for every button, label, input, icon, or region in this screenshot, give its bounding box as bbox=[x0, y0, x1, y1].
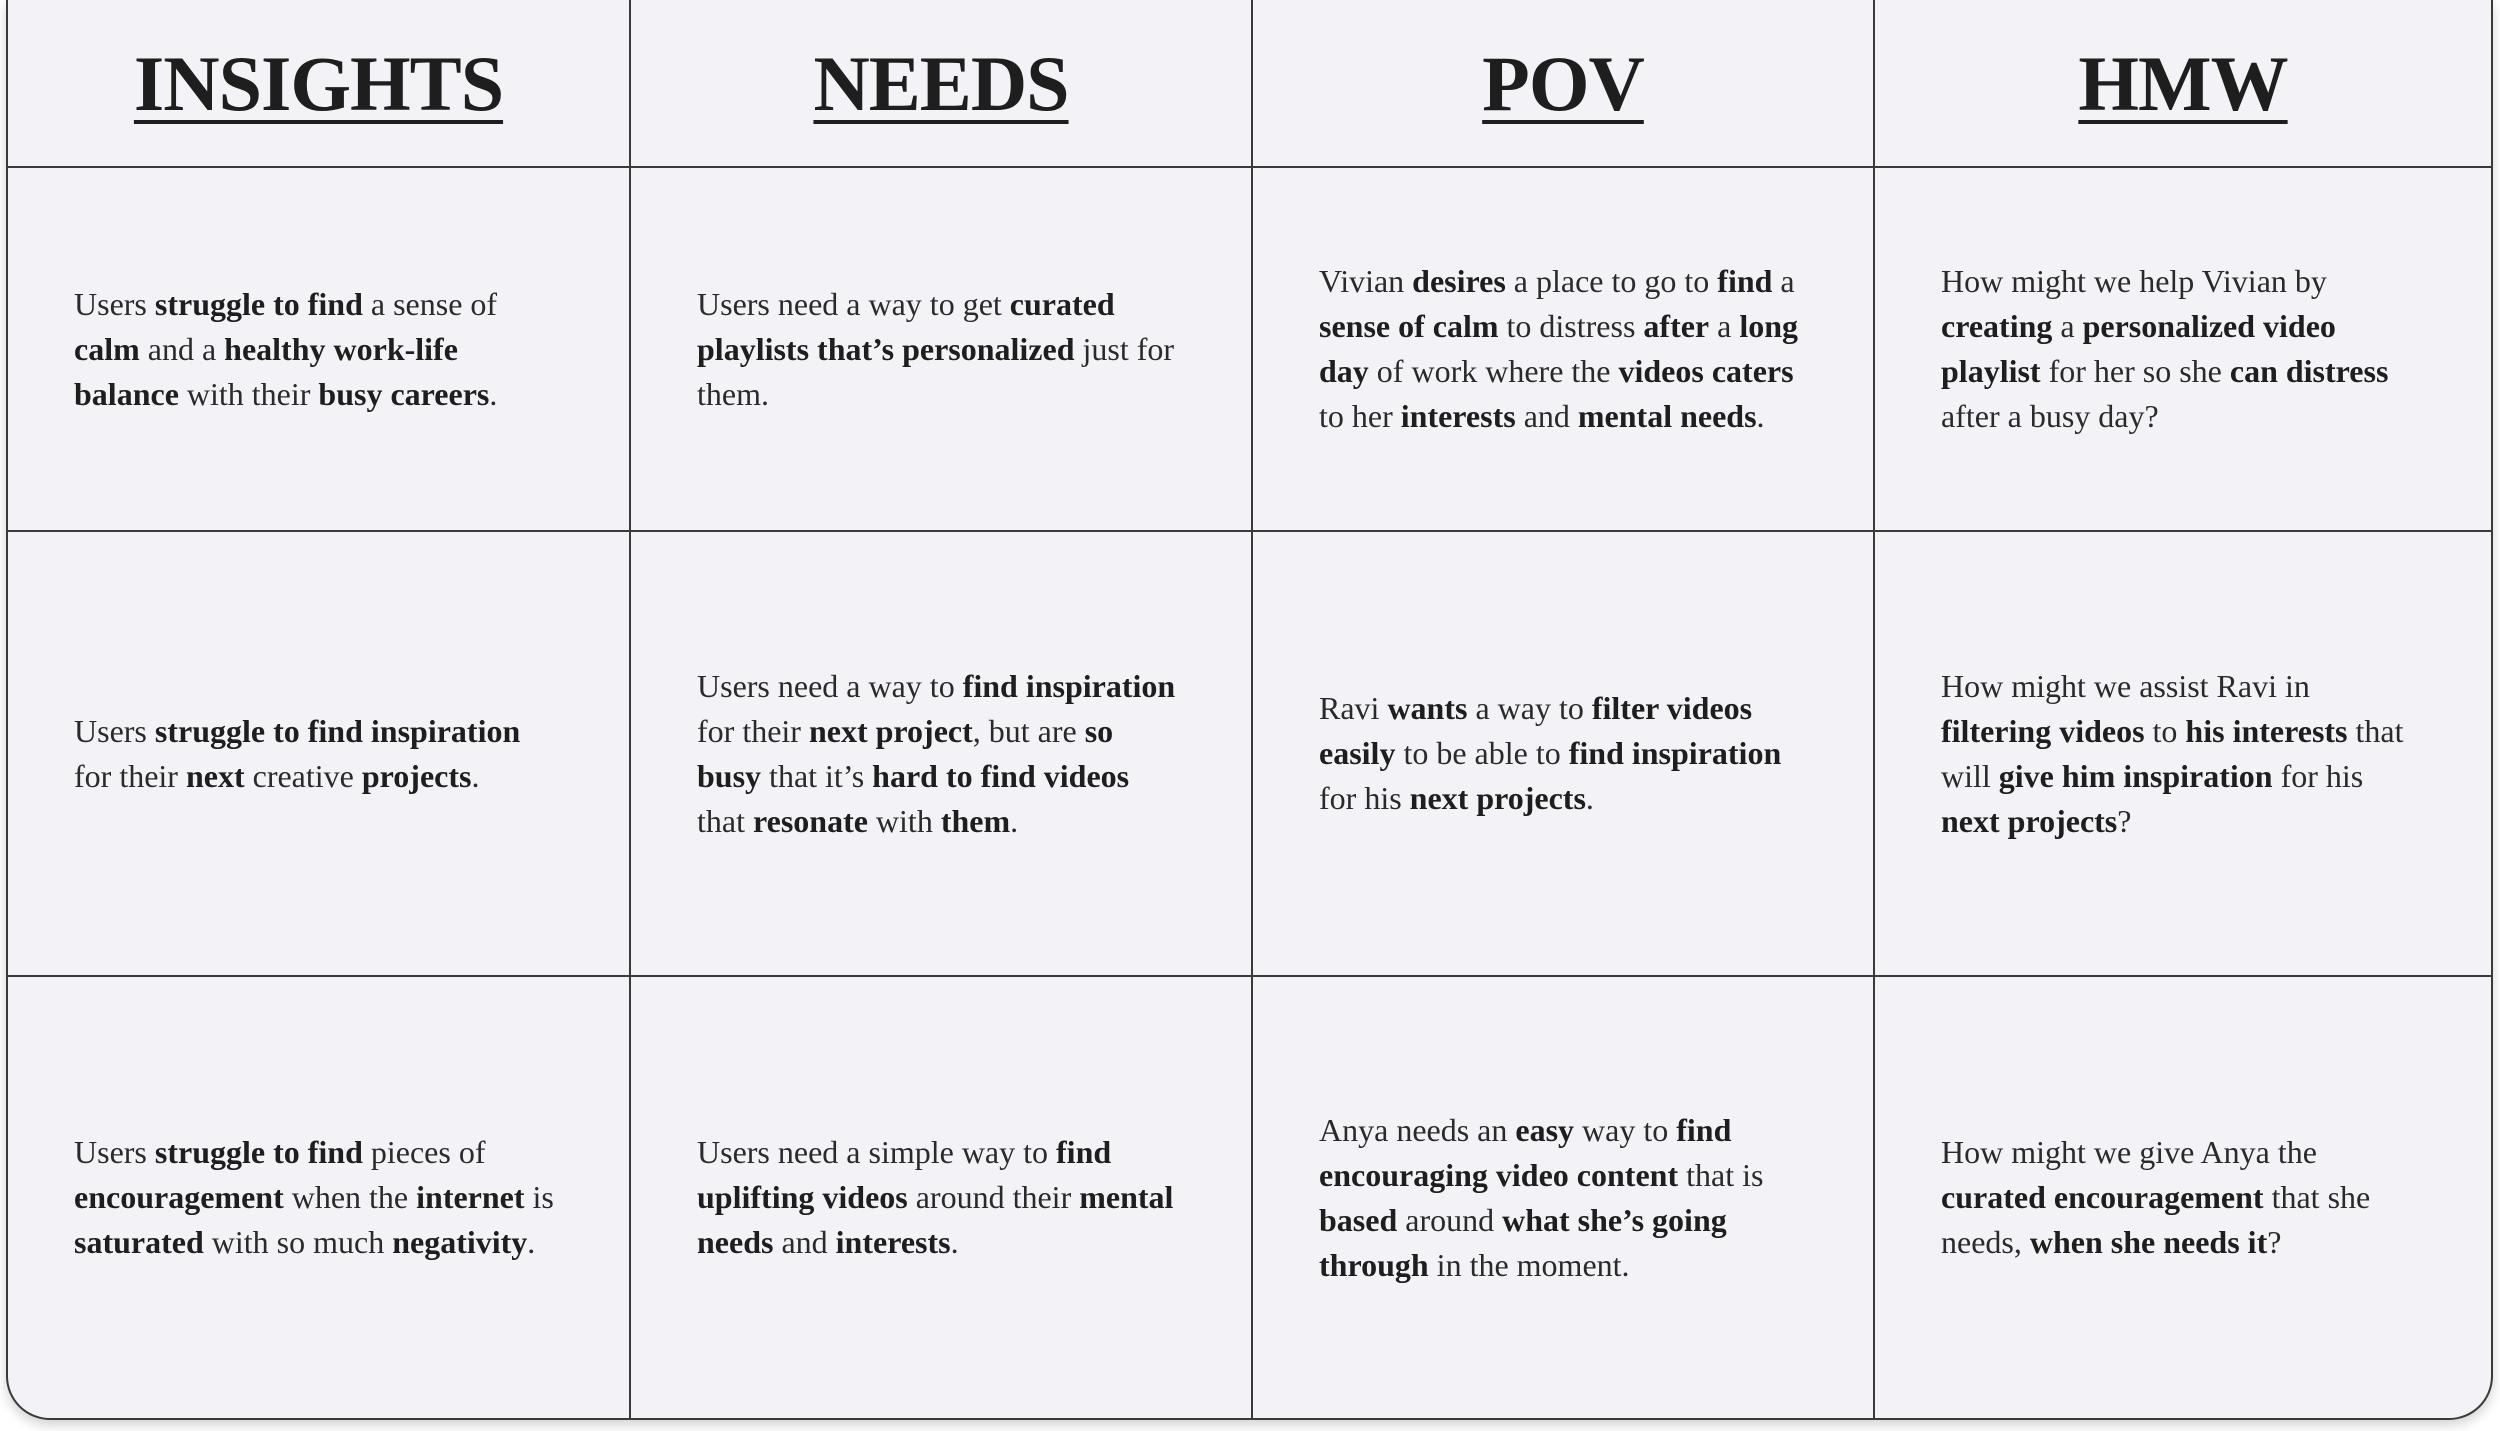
body-text: for their bbox=[74, 757, 186, 794]
body-text: Vivian bbox=[1319, 263, 1413, 299]
body-text: Users need a simple way to bbox=[697, 1134, 1057, 1170]
emphasis-text: mental needs bbox=[697, 1179, 1174, 1260]
body-text: around bbox=[1397, 1201, 1503, 1238]
header-pov: POV bbox=[1482, 39, 1644, 127]
emphasis-text: struggle to find bbox=[154, 285, 363, 322]
body-text: Ravi bbox=[1319, 690, 1388, 726]
emphasis-text: curated playlists that’s personalized bbox=[697, 285, 1115, 367]
hmw-cell bbox=[1875, 168, 2491, 532]
emphasis-text: struggle to find bbox=[154, 1134, 363, 1170]
emphasis-text: next projects bbox=[1409, 780, 1586, 816]
body-text: Users bbox=[74, 1134, 155, 1170]
body-text: with their bbox=[178, 375, 319, 412]
body-text: in the moment. bbox=[1428, 1246, 1630, 1283]
framework-grid bbox=[8, 0, 2491, 1418]
emphasis-text: next bbox=[185, 757, 245, 794]
body-text: a bbox=[1709, 308, 1740, 344]
emphasis-text: desires bbox=[1412, 263, 1506, 299]
body-text: Users bbox=[74, 285, 155, 322]
body-text: to distress bbox=[1498, 308, 1644, 344]
pov-text bbox=[1319, 686, 1807, 821]
insight-text bbox=[74, 282, 563, 417]
pov-text bbox=[1319, 259, 1807, 439]
emphasis-text: mental needs bbox=[1577, 398, 1757, 434]
body-text: . bbox=[1010, 802, 1019, 839]
need-text bbox=[697, 664, 1185, 844]
emphasis-text: can distress bbox=[2229, 353, 2389, 389]
header-hmw: HMW bbox=[2078, 39, 2288, 127]
body-text: for their bbox=[697, 712, 809, 749]
body-text: a place to go to bbox=[1505, 263, 1718, 299]
emphasis-text: easy bbox=[1515, 1111, 1575, 1148]
body-text: . bbox=[527, 1224, 536, 1260]
emphasis-text: interests bbox=[1400, 398, 1516, 434]
body-text: a sense of bbox=[362, 285, 498, 322]
body-text: for her so she bbox=[2040, 353, 2230, 389]
body-text: . bbox=[950, 1224, 959, 1260]
body-text: Anya needs an bbox=[1319, 1111, 1516, 1148]
emphasis-text: what she’s going through bbox=[1319, 1201, 1727, 1283]
body-text: after a busy day? bbox=[1941, 398, 2159, 434]
body-text: that is bbox=[1678, 1156, 1764, 1193]
insight-text bbox=[74, 1130, 563, 1265]
need-cell bbox=[631, 168, 1253, 532]
body-text: to be able to bbox=[1395, 735, 1569, 771]
body-text: How might we help Vivian by bbox=[1941, 263, 2327, 299]
body-text: is bbox=[524, 1179, 554, 1215]
emphasis-text: saturated bbox=[74, 1224, 204, 1260]
body-text: to bbox=[2144, 712, 2186, 749]
emphasis-text: based bbox=[1319, 1201, 1398, 1238]
insight-cell bbox=[8, 977, 631, 1418]
emphasis-text: hard to find videos bbox=[872, 757, 1130, 794]
emphasis-text: find inspiration bbox=[1568, 735, 1782, 771]
emphasis-text: next project bbox=[808, 712, 973, 749]
body-text: a way to bbox=[1467, 690, 1592, 726]
body-text: with so much bbox=[203, 1224, 393, 1260]
emphasis-text: videos caters bbox=[1618, 353, 1794, 389]
need-cell bbox=[631, 977, 1253, 1418]
emphasis-text: so busy bbox=[697, 712, 1114, 794]
body-text: . bbox=[1756, 398, 1765, 434]
body-text: of work where the bbox=[1368, 353, 1619, 389]
pov-cell bbox=[1253, 168, 1875, 532]
emphasis-text: them bbox=[940, 802, 1011, 839]
body-text: and a bbox=[139, 330, 225, 367]
body-text: for his bbox=[2272, 757, 2364, 794]
need-cell bbox=[631, 532, 1253, 977]
insight-text bbox=[74, 709, 563, 799]
emphasis-text: when she needs it bbox=[2029, 1224, 2268, 1260]
emphasis-text: internet bbox=[416, 1179, 525, 1215]
emphasis-text: calm bbox=[74, 330, 140, 367]
body-text: Users need a way to get bbox=[697, 285, 1010, 322]
emphasis-text: resonate bbox=[752, 802, 868, 839]
body-text: , but are bbox=[972, 712, 1085, 749]
body-text: way to bbox=[1574, 1111, 1677, 1148]
emphasis-text: his interests bbox=[2185, 712, 2348, 749]
pov-text bbox=[1319, 1108, 1807, 1288]
hmw-cell bbox=[1875, 977, 2491, 1418]
emphasis-text: negativity bbox=[392, 1224, 528, 1260]
emphasis-text: projects bbox=[361, 757, 472, 794]
need-text bbox=[697, 282, 1185, 417]
body-text: with bbox=[867, 802, 941, 839]
emphasis-text: creating bbox=[1941, 308, 2053, 344]
header-cell-insights bbox=[8, 0, 631, 168]
emphasis-text: find encouraging video content bbox=[1319, 1111, 1732, 1193]
emphasis-text: interests bbox=[835, 1224, 951, 1260]
pov-cell bbox=[1253, 977, 1875, 1418]
framework-board bbox=[6, 0, 2493, 1420]
emphasis-text: sense of calm bbox=[1319, 308, 1499, 344]
emphasis-text: long day bbox=[1319, 308, 1799, 389]
emphasis-text: busy careers bbox=[318, 375, 490, 412]
body-text: a bbox=[1772, 263, 1795, 299]
hmw-text bbox=[1941, 664, 2425, 844]
emphasis-text: curated encouragement bbox=[1941, 1179, 2264, 1215]
emphasis-text: find inspiration bbox=[962, 667, 1176, 704]
body-text: that she needs, bbox=[1941, 1179, 2371, 1260]
body-text: ? bbox=[2117, 802, 2132, 839]
header-cell-pov bbox=[1253, 0, 1875, 168]
body-text: Users bbox=[74, 712, 155, 749]
body-text: for his bbox=[1319, 780, 1410, 816]
emphasis-text: struggle to find inspiration bbox=[154, 712, 521, 749]
body-text: How might we assist Ravi in bbox=[1941, 667, 2310, 704]
header-needs: NEEDS bbox=[813, 39, 1069, 127]
body-text: . bbox=[489, 375, 498, 412]
emphasis-text: personalized video playlist bbox=[1941, 308, 2336, 389]
hmw-cell bbox=[1875, 532, 2491, 977]
emphasis-text: after bbox=[1643, 308, 1710, 344]
body-text: Users need a way to bbox=[697, 667, 963, 704]
emphasis-text: healthy work-life balance bbox=[74, 330, 458, 412]
body-text: around their bbox=[907, 1179, 1080, 1215]
emphasis-text: find bbox=[1717, 263, 1773, 299]
body-text: and bbox=[1515, 398, 1578, 434]
insight-cell bbox=[8, 532, 631, 977]
emphasis-text: filtering videos bbox=[1941, 712, 2145, 749]
insight-cell bbox=[8, 168, 631, 532]
emphasis-text: wants bbox=[1387, 690, 1468, 726]
body-text: that bbox=[697, 802, 753, 839]
body-text: creative bbox=[244, 757, 362, 794]
emphasis-text: filter videos easily bbox=[1319, 690, 1753, 771]
header-cell-hmw bbox=[1875, 0, 2491, 168]
emphasis-text: encouragement bbox=[74, 1179, 284, 1215]
body-text: . bbox=[471, 757, 480, 794]
body-text: and bbox=[773, 1224, 836, 1260]
pov-cell bbox=[1253, 532, 1875, 977]
need-text bbox=[697, 1130, 1185, 1265]
body-text: when the bbox=[283, 1179, 417, 1215]
hmw-text bbox=[1941, 1130, 2425, 1265]
body-text: ? bbox=[2267, 1224, 2282, 1260]
body-text: . bbox=[1585, 780, 1594, 816]
body-text: that it’s bbox=[761, 757, 873, 794]
header-cell-needs bbox=[631, 0, 1253, 168]
header-insights: INSIGHTS bbox=[133, 39, 504, 127]
body-text: just for them. bbox=[697, 330, 1175, 412]
body-text: that will bbox=[1941, 712, 2404, 794]
body-text: How might we give Anya the bbox=[1941, 1134, 2317, 1170]
emphasis-text: give him inspiration bbox=[1998, 757, 2273, 794]
body-text: to her bbox=[1319, 398, 1401, 434]
emphasis-text: next projects bbox=[1941, 802, 2118, 839]
body-text: pieces of bbox=[362, 1134, 486, 1170]
hmw-text bbox=[1941, 259, 2425, 439]
emphasis-text: find uplifting videos bbox=[697, 1134, 1112, 1215]
body-text: a bbox=[2052, 308, 2083, 344]
